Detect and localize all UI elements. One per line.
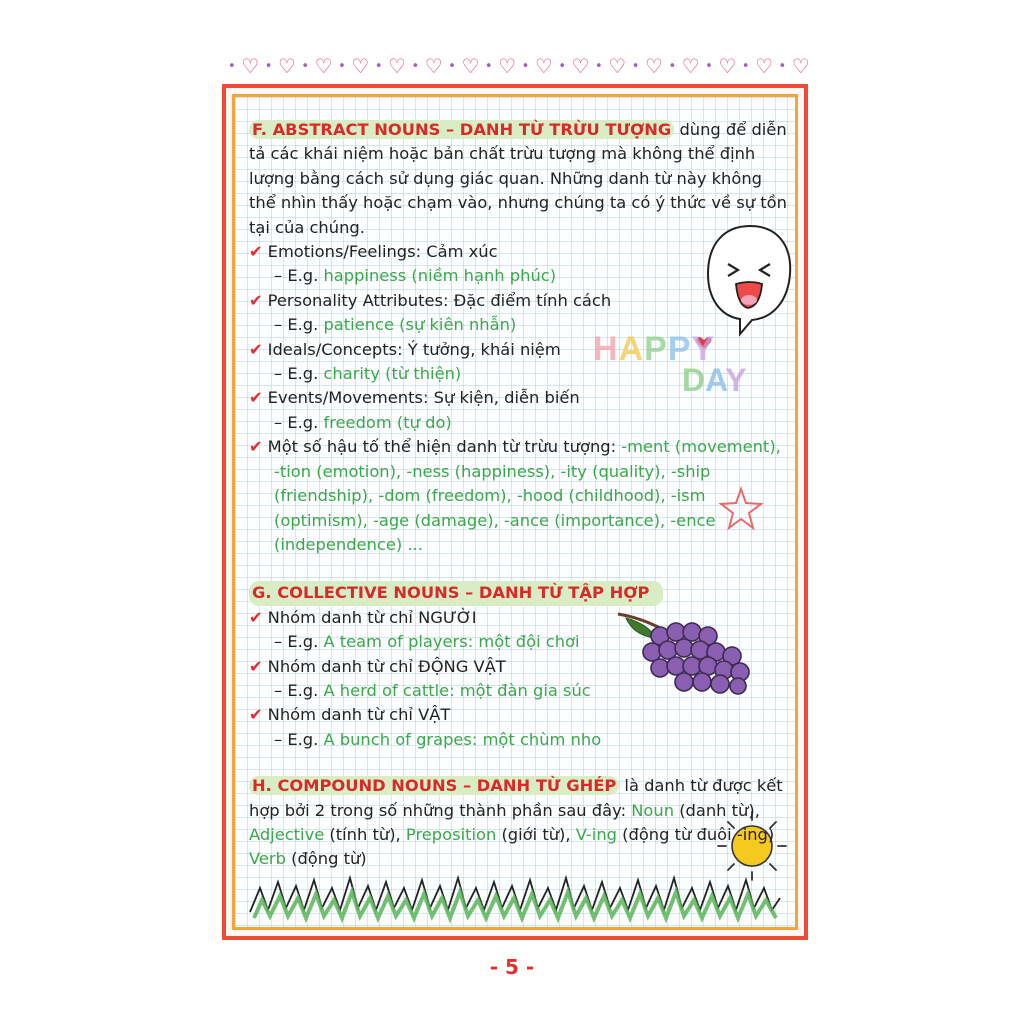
example-text: freedom (tự do): [323, 412, 452, 432]
decor-letter: D: [682, 362, 706, 398]
check-icon: ✔: [249, 705, 263, 725]
item-label: Events/Movements: Sự kiện, diễn biến: [267, 388, 580, 408]
section-h-text: (động từ): [285, 849, 367, 869]
section-f-intro: [249, 118, 789, 240]
example-text: charity (từ thiện): [323, 364, 462, 384]
dot-icon: •: [558, 58, 566, 74]
check-icon: ✔: [249, 656, 263, 676]
heart-icon: ♡: [755, 54, 773, 78]
item-label: Nhóm danh từ chỉ ĐỘNG VẬT: [267, 656, 506, 676]
example-prefix: – E.g.: [274, 680, 324, 700]
example-prefix: – E.g.: [274, 315, 324, 335]
heart-icon: ♡: [314, 54, 333, 78]
heart-icon: ♡: [498, 54, 517, 78]
example-prefix: – E.g.: [274, 729, 324, 749]
decor-letter: Y: [691, 330, 716, 368]
check-icon: ✔: [249, 437, 263, 457]
dot-icon: •: [301, 58, 310, 74]
heart-icon: ♡: [277, 54, 296, 78]
section-f-item: [249, 289, 789, 338]
dot-icon: •: [631, 58, 640, 74]
suffix-note: [249, 435, 789, 557]
example-prefix: – E.g.: [274, 364, 324, 384]
example-prefix: – E.g.: [274, 632, 324, 652]
dot-icon: •: [595, 58, 603, 74]
section-h-text: (động từ đuôi -ing): [616, 824, 775, 844]
dot-icon: •: [411, 58, 420, 74]
check-icon: ✔: [249, 388, 263, 408]
dot-icon: •: [668, 58, 677, 74]
dot-icon: •: [778, 58, 787, 74]
item-label: Nhóm danh từ chỉ VẬT: [267, 705, 451, 725]
section-h-body: [249, 774, 789, 872]
section-h-text: (giới từ),: [496, 824, 576, 844]
decor-letter: Y: [725, 362, 747, 398]
heart-icon: ♡: [534, 54, 553, 78]
dot-icon: •: [374, 58, 383, 74]
heart-icon: ♡: [571, 54, 590, 78]
section-h-text: (danh từ),: [674, 800, 760, 820]
section-f-item: [249, 240, 789, 289]
example-text: A team of players: một đội chơi: [323, 632, 580, 652]
dot-icon: •: [741, 58, 750, 74]
section-f-item: [249, 386, 789, 435]
section-g-heading: G. COLLECTIVE NOUNS – DANH TỪ TẬP HỢP: [249, 581, 663, 605]
dot-icon: •: [705, 58, 713, 74]
section-g-item: [249, 655, 789, 704]
decor-letter: H: [593, 330, 619, 368]
term-preposition: Preposition: [405, 824, 497, 844]
section-h-heading: H. COMPOUND NOUNS – DANH TỪ GHÉP: [249, 776, 619, 795]
section-f-intro-text: dùng để diễn tả các khái niệm hoặc bản chất trừu tượng mà không thể định lượng bằng cách sử dụng giác quan. Những danh từ này không thể nhìn thấy hoặc chạm vào, nhưng chúng ta có ý thức về sự tồn tại của chúng.: [249, 120, 787, 237]
term-v-ing: V-ing: [575, 824, 617, 844]
heart-icon: ♡: [608, 54, 627, 78]
check-icon: ✔: [249, 339, 263, 359]
heart-icon: ♡: [351, 54, 370, 78]
dot-icon: •: [264, 58, 273, 74]
example-text: patience (sự kiên nhẫn): [323, 315, 517, 335]
section-g-title: [249, 581, 789, 605]
check-icon: ✔: [249, 607, 263, 627]
check-icon: ✔: [249, 290, 263, 310]
heart-icon: ♡: [241, 54, 260, 78]
section-h-text: (tính từ),: [324, 824, 406, 844]
term-verb: Verb: [249, 849, 286, 869]
decor-letter: A: [618, 330, 645, 368]
heart-icon: ♡: [681, 54, 700, 78]
heart-border: [228, 52, 810, 80]
check-icon: ✔: [249, 242, 263, 262]
heart-icon: ♡: [644, 54, 663, 78]
dot-icon: •: [521, 58, 530, 74]
heart-icon: ♡: [388, 54, 406, 78]
term-adjective: Adjective: [249, 824, 325, 844]
term-noun: Noun: [631, 800, 675, 820]
dot-icon: •: [338, 58, 346, 74]
example-prefix: – E.g.: [274, 266, 324, 286]
section-h-text: là danh từ được kết hợp bởi 2 trong số những thành phần sau đây:: [249, 776, 783, 820]
section-f-heading: F. ABSTRACT NOUNS – DANH TỪ TRỪU TƯỢNG: [249, 120, 674, 139]
decor-letter: P: [644, 330, 668, 368]
heart-icon: ♡: [424, 54, 443, 78]
item-label: Emotions/Feelings: Cảm xúc: [267, 242, 498, 262]
item-label: Personality Attributes: Đặc điểm tính cách: [267, 290, 612, 310]
section-g-item: [249, 703, 789, 752]
heart-icon: ♡: [461, 54, 480, 78]
decor-letter: A: [705, 362, 726, 398]
suffix-label: Một số hậu tố thể hiện danh từ trừu tượng:: [267, 437, 622, 457]
dot-icon: •: [448, 58, 456, 74]
dot-icon: •: [484, 58, 493, 74]
item-label: Ideals/Concepts: Ý tưởng, khái niệm: [267, 339, 561, 359]
example-prefix: – E.g.: [274, 412, 324, 432]
suffix-list: -ment (movement), -tion (emotion), -ness (happiness), -ity (quality), -ship (friendship), -dom (freedom), -hood (childhood), -ism (optimism), -age (damage), -ance (importance), -ence (independence) ...: [274, 437, 781, 554]
example-text: A bunch of grapes: một chùm nho: [323, 729, 602, 749]
heart-icon: ♡: [718, 54, 737, 78]
example-text: A herd of cattle: một đàn gia súc: [323, 680, 591, 700]
decor-letter: P: [667, 330, 692, 368]
page-number: - 5 -: [489, 955, 535, 979]
dot-icon: •: [228, 58, 236, 74]
item-label: Nhóm danh từ chỉ NGƯỜI: [267, 607, 477, 627]
section-f-item: [249, 338, 789, 387]
page-content: [249, 118, 789, 872]
section-g-item: [249, 606, 789, 655]
example-text: happiness (niềm hạnh phúc): [323, 266, 557, 286]
heart-icon: ♡: [791, 54, 810, 78]
